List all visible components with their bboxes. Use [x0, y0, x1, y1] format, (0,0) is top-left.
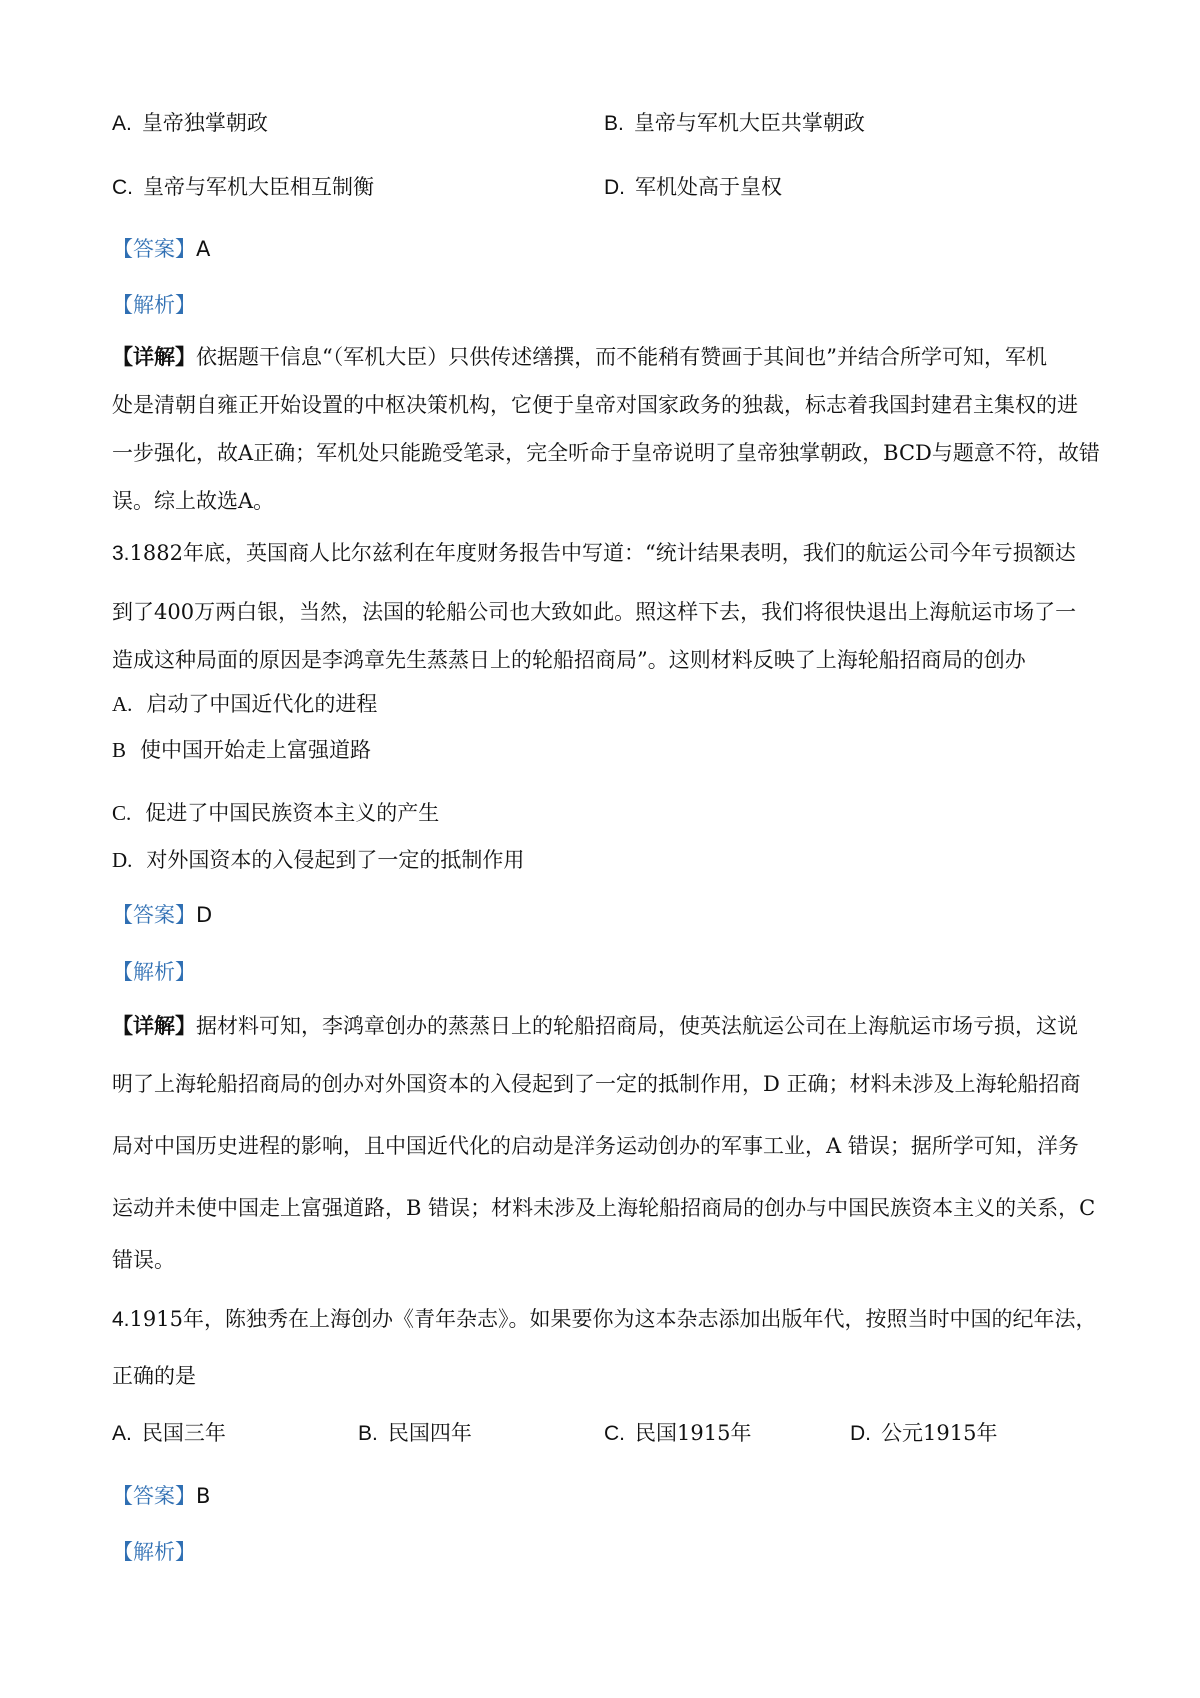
q3-detail-line-5: 错误。 — [112, 1248, 175, 1272]
q2-detail-label: 【详解】 — [112, 344, 196, 369]
q2-detail-line-4: 误。综上故选A。 — [112, 489, 275, 513]
q3-analysis-label: 【解析】 — [112, 960, 196, 984]
q2-option-d-text: 军机处高于皇权 — [635, 175, 782, 199]
q4-answer — [112, 1481, 210, 1511]
q4-stem-text-1: 1915年，陈独秀在上海创办《青年杂志》。如果要你为这本杂志添加出版年代，按照当时中国的纪年法， — [129, 1307, 1097, 1331]
q4-analysis-label: 【解析】 — [112, 1540, 196, 1564]
q3-answer — [112, 900, 212, 930]
q4-option-c — [604, 1418, 751, 1449]
q3-answer-label: 【答案】 — [112, 903, 196, 927]
q4-option-b-letter: B. — [358, 1422, 378, 1445]
q3-option-b-letter: B — [112, 738, 127, 762]
q2-answer-value: A — [196, 237, 211, 261]
q3-answer-value: D — [196, 903, 213, 927]
q2-option-d-letter: D. — [604, 176, 625, 199]
q3-option-a — [112, 689, 377, 719]
q2-option-b-text: 皇帝与军机大臣共掌朝政 — [633, 111, 865, 135]
q3-option-a-letter: A. — [112, 692, 133, 716]
q4-option-a — [112, 1418, 226, 1449]
q3-detail-line-3: 局对中国历史进程的影响，且中国近代化的启动是洋务运动创办的军事工业，A 错误；据所学可知，洋务 — [112, 1134, 1079, 1158]
q2-option-d — [604, 172, 782, 203]
q3-option-c — [112, 798, 439, 828]
q2-detail-line-1 — [112, 342, 1047, 372]
q2-option-c — [112, 172, 374, 203]
q3-detail-line-2: 明了上海轮船招商局的创办对外国资本的入侵起到了一定的抵制作用，D 正确；材料未涉及上海轮船招商 — [112, 1072, 1081, 1096]
q3-option-d — [112, 845, 524, 875]
q3-option-b — [112, 735, 371, 765]
q2-option-a — [112, 108, 268, 139]
q2-answer-label: 【答案】 — [112, 237, 196, 261]
q2-option-a-text: 皇帝独掌朝政 — [141, 111, 268, 135]
q4-option-b — [358, 1418, 472, 1449]
q2-detail-line-3: 一步强化，故A正确；军机处只能跪受笔录，完全听命于皇帝说明了皇帝独掌朝政，BCD与题意不符，故错 — [112, 441, 1100, 465]
q3-option-c-text: 促进了中国民族资本主义的产生 — [145, 801, 440, 825]
q4-option-c-text: 民国1915年 — [635, 1421, 752, 1445]
q4-option-c-letter: C. — [604, 1422, 625, 1445]
q3-option-d-text: 对外国资本的入侵起到了一定的抵制作用 — [146, 848, 525, 872]
q2-option-a-letter: A. — [112, 112, 132, 135]
q2-option-b-letter: B. — [604, 112, 624, 135]
q2-option-b — [604, 108, 865, 139]
q3-detail-text-1: 据材料可知，李鸿章创办的蒸蒸日上的轮船招商局，使英法航运公司在上海航运市场亏损，这说 — [196, 1014, 1078, 1038]
q3-stem-line-2: 到了400万两白银，当然，法国的轮船公司也大致如此。照这样下去，我们将很快退出上海航运市场了一 — [112, 600, 1077, 624]
q4-stem-line-1 — [112, 1304, 1096, 1335]
q3-option-c-letter: C. — [112, 801, 132, 825]
q2-detail-line-2: 处是清朝自雍正开始设置的中枢决策机构，它便于皇帝对国家政务的独裁，标志着我国封建君主集权的进 — [112, 393, 1078, 417]
q4-answer-value: B — [196, 1484, 211, 1508]
q2-answer — [112, 234, 210, 264]
q3-option-a-text: 启动了中国近代化的进程 — [146, 692, 378, 716]
q4-option-a-letter: A. — [112, 1422, 132, 1445]
q3-detail-line-4: 运动并未使中国走上富强道路，B 错误；材料未涉及上海轮船招商局的创办与中国民族资本主义的关系，C — [112, 1196, 1096, 1220]
q3-number: 3. — [112, 542, 130, 565]
q2-analysis-label: 【解析】 — [112, 293, 196, 317]
q3-stem-text-1: 1882年底，英国商人比尔兹利在年度财务报告中写道：“统计结果表明，我们的航运公司今年亏损额达 — [129, 541, 1076, 565]
q4-option-d-text: 公元1915年 — [881, 1421, 998, 1445]
q4-option-d-letter: D. — [850, 1422, 871, 1445]
q4-option-a-text: 民国三年 — [141, 1421, 226, 1445]
q4-option-b-text: 民国四年 — [387, 1421, 472, 1445]
q4-number: 4. — [112, 1308, 130, 1331]
q3-stem-line-3: 造成这种局面的原因是李鸿章先生蒸蒸日上的轮船招商局”。这则材料反映了上海轮船招商局的创办 — [112, 648, 1026, 672]
q2-detail-text-1: 依据题干信息“（军机大臣）只供传述缮撰，而不能稍有赞画于其间也”并结合所学可知，军机 — [196, 345, 1047, 369]
q4-stem-line-2: 正确的是 — [112, 1364, 196, 1388]
q3-detail-label: 【详解】 — [112, 1013, 196, 1038]
q4-answer-label: 【答案】 — [112, 1484, 196, 1508]
q3-detail-line-1 — [112, 1011, 1078, 1041]
q3-stem-line-1 — [112, 538, 1076, 569]
q4-option-d — [850, 1418, 997, 1449]
q3-option-b-text: 使中国开始走上富强道路 — [140, 738, 372, 762]
q2-option-c-text: 皇帝与军机大臣相互制衡 — [143, 175, 374, 199]
q3-option-d-letter: D. — [112, 848, 133, 872]
q2-option-c-letter: C. — [112, 176, 133, 199]
